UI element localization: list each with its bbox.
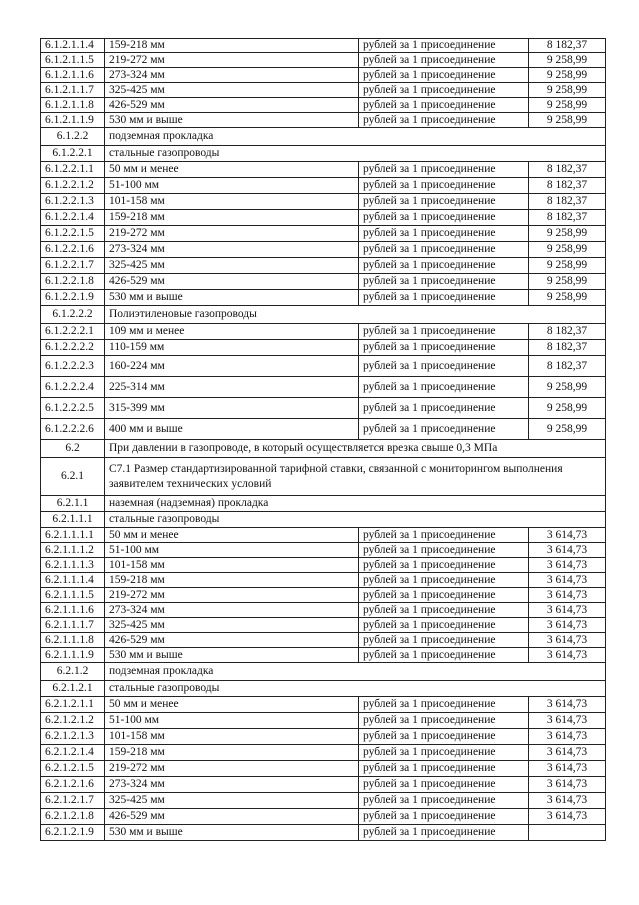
row-name: 219-272 мм <box>105 53 359 67</box>
row-code: 6.2.1.1.1.4 <box>41 573 105 587</box>
row-name: 110-159 мм <box>105 340 359 355</box>
row-name: 225-314 мм <box>105 377 359 397</box>
row-name: 219-272 мм <box>105 761 359 776</box>
row-value: 3 614,73 <box>546 778 588 791</box>
row-unit: рублей за 1 присоединение <box>359 697 529 712</box>
row-value: 9 258,99 <box>546 275 588 288</box>
row-name: 325-425 мм <box>105 618 359 632</box>
row-unit: рублей за 1 присоединение <box>359 178 529 193</box>
row-code: 6.1.2.1.1.6 <box>41 68 105 82</box>
row-name: 159-218 мм <box>105 210 359 225</box>
row-value: 8 182,37 <box>546 341 588 354</box>
row-code: 6.2.1.1.1.8 <box>41 633 105 647</box>
row-value: 8 182,37 <box>546 325 588 338</box>
section-title: При давлении в газопроводе, в который осуществляется врезка свыше 0,3 МПа <box>109 442 498 455</box>
row-code: 6.2.1.2.1.3 <box>41 729 105 744</box>
row-unit: рублей за 1 присоединение <box>359 53 529 67</box>
table-row <box>40 274 606 290</box>
section-title: С7.1 Размер стандартизированной тарифной ставки, связанной с мониторингом выполнения заявителем технических условий <box>109 463 563 490</box>
row-unit: рублей за 1 присоединение <box>359 603 529 617</box>
row-name: 50 мм и менее <box>105 162 359 177</box>
row-value: 3 614,73 <box>546 573 588 586</box>
row-unit: рублей за 1 присоединение <box>359 573 529 587</box>
table-row <box>40 793 606 809</box>
row-code: 6.2.1.2 <box>41 663 105 680</box>
row-value: 8 182,37 <box>546 195 588 208</box>
row-code: 6.1.2.2.1.8 <box>41 274 105 289</box>
table-row <box>40 178 606 194</box>
row-unit: рублей за 1 присоединение <box>359 324 529 339</box>
row-unit: рублей за 1 присоединение <box>359 258 529 273</box>
section-row <box>40 128 606 146</box>
row-name: 325-425 мм <box>105 258 359 273</box>
row-unit: рублей за 1 присоединение <box>359 226 529 241</box>
table-row <box>40 53 606 68</box>
table-row <box>40 729 606 745</box>
section-row <box>40 512 606 528</box>
row-code: 6.2.1.2.1.1 <box>41 697 105 712</box>
table-row <box>40 543 606 558</box>
table-row <box>40 340 606 356</box>
table-row <box>40 356 606 377</box>
row-unit: рублей за 1 присоединение <box>359 419 529 439</box>
table-row <box>40 113 606 128</box>
row-unit: рублей за 1 присоединение <box>359 761 529 776</box>
row-unit: рублей за 1 присоединение <box>359 39 529 52</box>
table-row <box>40 809 606 825</box>
row-code: 6.2.1.2.1.2 <box>41 713 105 728</box>
row-name: 219-272 мм <box>105 588 359 602</box>
row-unit: рублей за 1 присоединение <box>359 777 529 792</box>
section-title: Полиэтиленовые газопроводы <box>109 308 257 321</box>
row-code: 6.1.2.1.1.5 <box>41 53 105 67</box>
row-code: 6.1.2.2.1.1 <box>41 162 105 177</box>
row-code: 6.2.1.1.1.5 <box>41 588 105 602</box>
row-value: 3 614,73 <box>546 528 588 541</box>
row-name: 101-158 мм <box>105 558 359 572</box>
row-value: 8 182,37 <box>546 359 588 372</box>
table-row <box>40 98 606 113</box>
row-unit: рублей за 1 присоединение <box>359 588 529 602</box>
row-name: 51-100 мм <box>105 713 359 728</box>
table-row <box>40 398 606 419</box>
row-unit: рублей за 1 присоединение <box>359 210 529 225</box>
row-value: 3 614,73 <box>546 633 588 646</box>
row-name: 530 мм и выше <box>105 825 359 840</box>
table-row <box>40 697 606 713</box>
table-row <box>40 210 606 226</box>
section-row <box>40 458 606 496</box>
table-row <box>40 713 606 729</box>
row-value: 8 182,37 <box>546 39 588 52</box>
row-name: 400 мм и выше <box>105 419 359 439</box>
section-title: стальные газопроводы <box>109 682 220 695</box>
row-value: 3 614,73 <box>546 810 588 823</box>
row-name: 426-529 мм <box>105 98 359 112</box>
table-row <box>40 777 606 793</box>
row-code: 6.2.1.2.1.7 <box>41 793 105 808</box>
row-code: 6.1.2.2.1 <box>41 146 105 161</box>
row-code: 6.1.2.2.2.6 <box>41 419 105 439</box>
row-value: 3 614,73 <box>546 618 588 631</box>
row-unit: рублей за 1 присоединение <box>359 809 529 824</box>
section-row <box>40 146 606 162</box>
table-row <box>40 588 606 603</box>
row-code: 6.2.1.1 <box>41 496 105 511</box>
row-name: 273-324 мм <box>105 777 359 792</box>
row-code: 6.1.2.2.1.2 <box>41 178 105 193</box>
row-unit: рублей за 1 присоединение <box>359 618 529 632</box>
row-unit: рублей за 1 присоединение <box>359 398 529 418</box>
table-row <box>40 573 606 588</box>
row-name: 426-529 мм <box>105 633 359 647</box>
row-value: 9 258,99 <box>546 380 588 393</box>
row-code: 6.1.2.2.2.3 <box>41 356 105 376</box>
table-row <box>40 258 606 274</box>
section-row <box>40 440 606 458</box>
row-unit: рублей за 1 присоединение <box>359 113 529 127</box>
row-value: 3 614,73 <box>546 762 588 775</box>
row-value: 9 258,99 <box>546 243 588 256</box>
row-name: 273-324 мм <box>105 68 359 82</box>
table-row <box>40 618 606 633</box>
row-value: 3 614,73 <box>546 603 588 616</box>
row-code: 6.2 <box>41 440 105 457</box>
row-unit: рублей за 1 присоединение <box>359 377 529 397</box>
table-row <box>40 68 606 83</box>
tariff-table <box>40 38 606 841</box>
row-unit: рублей за 1 присоединение <box>359 194 529 209</box>
row-name: 530 мм и выше <box>105 648 359 662</box>
row-name: 426-529 мм <box>105 274 359 289</box>
row-name: 101-158 мм <box>105 194 359 209</box>
row-unit: рублей за 1 присоединение <box>359 729 529 744</box>
row-unit: рублей за 1 присоединение <box>359 543 529 557</box>
row-code: 6.2.1.2.1 <box>41 681 105 696</box>
table-row <box>40 377 606 398</box>
row-unit: рублей за 1 присоединение <box>359 290 529 305</box>
row-name: 219-272 мм <box>105 226 359 241</box>
table-row <box>40 83 606 98</box>
row-unit: рублей за 1 присоединение <box>359 356 529 376</box>
row-unit: рублей за 1 присоединение <box>359 793 529 808</box>
row-unit: рублей за 1 присоединение <box>359 825 529 840</box>
row-name: 50 мм и менее <box>105 697 359 712</box>
row-name: 159-218 мм <box>105 573 359 587</box>
row-code: 6.2.1.1.1.3 <box>41 558 105 572</box>
row-name: 530 мм и выше <box>105 113 359 127</box>
row-value: 8 182,37 <box>546 211 588 224</box>
row-value: 9 258,99 <box>546 227 588 240</box>
row-value: 9 258,99 <box>546 259 588 272</box>
row-code: 6.1.2.2.2.4 <box>41 377 105 397</box>
row-value: 3 614,73 <box>546 588 588 601</box>
row-name: 159-218 мм <box>105 745 359 760</box>
row-code: 6.1.2.2.1.5 <box>41 226 105 241</box>
row-code: 6.2.1.1.1 <box>41 512 105 527</box>
row-name: 159-218 мм <box>105 39 359 52</box>
row-code: 6.1.2.2.1.6 <box>41 242 105 257</box>
table-row <box>40 162 606 178</box>
row-name: 50 мм и менее <box>105 528 359 542</box>
row-unit: рублей за 1 присоединение <box>359 98 529 112</box>
row-name: 160-224 мм <box>105 356 359 376</box>
row-value: 8 182,37 <box>546 163 588 176</box>
row-value: 9 258,99 <box>546 53 588 66</box>
row-unit: рублей за 1 присоединение <box>359 528 529 542</box>
row-code: 6.1.2.1.1.9 <box>41 113 105 127</box>
row-name: 101-158 мм <box>105 729 359 744</box>
row-unit: рублей за 1 присоединение <box>359 83 529 97</box>
row-code: 6.2.1.2.1.5 <box>41 761 105 776</box>
row-code: 6.2.1.1.1.6 <box>41 603 105 617</box>
row-code: 6.1.2.1.1.7 <box>41 83 105 97</box>
row-code: 6.2.1 <box>41 458 105 495</box>
row-code: 6.2.1.2.1.8 <box>41 809 105 824</box>
table-row <box>40 528 606 543</box>
row-code: 6.1.2.2.1.4 <box>41 210 105 225</box>
table-row <box>40 558 606 573</box>
section-title: наземная (надземная) прокладка <box>109 497 269 510</box>
row-code: 6.1.2.1.1.8 <box>41 98 105 112</box>
row-code: 6.1.2.2.2.2 <box>41 340 105 355</box>
row-unit: рублей за 1 присоединение <box>359 633 529 647</box>
row-code: 6.2.1.1.1.1 <box>41 528 105 542</box>
row-value: 3 614,73 <box>546 730 588 743</box>
table-row <box>40 194 606 210</box>
row-value: 3 614,73 <box>546 558 588 571</box>
row-code: 6.1.2.2.1.9 <box>41 290 105 305</box>
row-code: 6.1.2.2.1.7 <box>41 258 105 273</box>
table-row <box>40 633 606 648</box>
section-row <box>40 663 606 681</box>
row-unit: рублей за 1 присоединение <box>359 242 529 257</box>
row-unit: рублей за 1 присоединение <box>359 745 529 760</box>
row-code: 6.1.2.2.2.5 <box>41 398 105 418</box>
section-row <box>40 681 606 697</box>
row-value: 3 614,73 <box>546 794 588 807</box>
row-name: 315-399 мм <box>105 398 359 418</box>
row-value: 9 258,99 <box>546 83 588 96</box>
row-unit: рублей за 1 присоединение <box>359 648 529 662</box>
row-code: 6.2.1.1.1.2 <box>41 543 105 557</box>
row-name: 51-100 мм <box>105 543 359 557</box>
row-unit: рублей за 1 присоединение <box>359 713 529 728</box>
row-code: 6.2.1.2.1.4 <box>41 745 105 760</box>
row-name: 273-324 мм <box>105 603 359 617</box>
table-row <box>40 226 606 242</box>
row-name: 530 мм и выше <box>105 290 359 305</box>
row-code: 6.1.2.2.1.3 <box>41 194 105 209</box>
row-name: 325-425 мм <box>105 793 359 808</box>
row-code: 6.1.2.2.2.1 <box>41 324 105 339</box>
row-unit: рублей за 1 присоединение <box>359 68 529 82</box>
row-value <box>529 825 605 840</box>
table-row <box>40 324 606 340</box>
table-row <box>40 825 606 841</box>
row-code: 6.2.1.1.1.9 <box>41 648 105 662</box>
row-value: 9 258,99 <box>546 113 588 126</box>
section-title: подземная прокладка <box>109 130 214 143</box>
row-code: 6.1.2.2 <box>41 128 105 145</box>
table-row <box>40 242 606 258</box>
row-value: 9 258,99 <box>546 68 588 81</box>
row-value: 3 614,73 <box>546 648 588 661</box>
row-code: 6.1.2.2.2 <box>41 306 105 323</box>
row-name: 325-425 мм <box>105 83 359 97</box>
row-value: 3 614,73 <box>546 698 588 711</box>
row-unit: рублей за 1 присоединение <box>359 558 529 572</box>
row-value: 3 614,73 <box>546 543 588 556</box>
row-unit: рублей за 1 присоединение <box>359 340 529 355</box>
row-value: 3 614,73 <box>546 746 588 759</box>
row-name: 109 мм и менее <box>105 324 359 339</box>
table-row <box>40 761 606 777</box>
table-row <box>40 745 606 761</box>
section-title: стальные газопроводы <box>109 513 220 526</box>
table-row <box>40 419 606 440</box>
row-code: 6.2.1.2.1.9 <box>41 825 105 840</box>
table-row <box>40 648 606 663</box>
section-title: подземная прокладка <box>109 665 214 678</box>
section-title: стальные газопроводы <box>109 147 220 160</box>
row-value: 8 182,37 <box>546 179 588 192</box>
row-name: 51-100 мм <box>105 178 359 193</box>
table-row <box>40 38 606 53</box>
row-value: 9 258,99 <box>546 401 588 414</box>
row-code: 6.1.2.1.1.4 <box>41 39 105 52</box>
row-unit: рублей за 1 присоединение <box>359 274 529 289</box>
table-row <box>40 290 606 306</box>
row-value: 9 258,99 <box>546 291 588 304</box>
row-name: 273-324 мм <box>105 242 359 257</box>
table-row <box>40 603 606 618</box>
section-row <box>40 306 606 324</box>
row-unit: рублей за 1 присоединение <box>359 162 529 177</box>
row-code: 6.2.1.1.1.7 <box>41 618 105 632</box>
row-value: 9 258,99 <box>546 422 588 435</box>
row-value: 3 614,73 <box>546 714 588 727</box>
section-row <box>40 496 606 512</box>
row-code: 6.2.1.2.1.6 <box>41 777 105 792</box>
row-value: 9 258,99 <box>546 98 588 111</box>
row-name: 426-529 мм <box>105 809 359 824</box>
